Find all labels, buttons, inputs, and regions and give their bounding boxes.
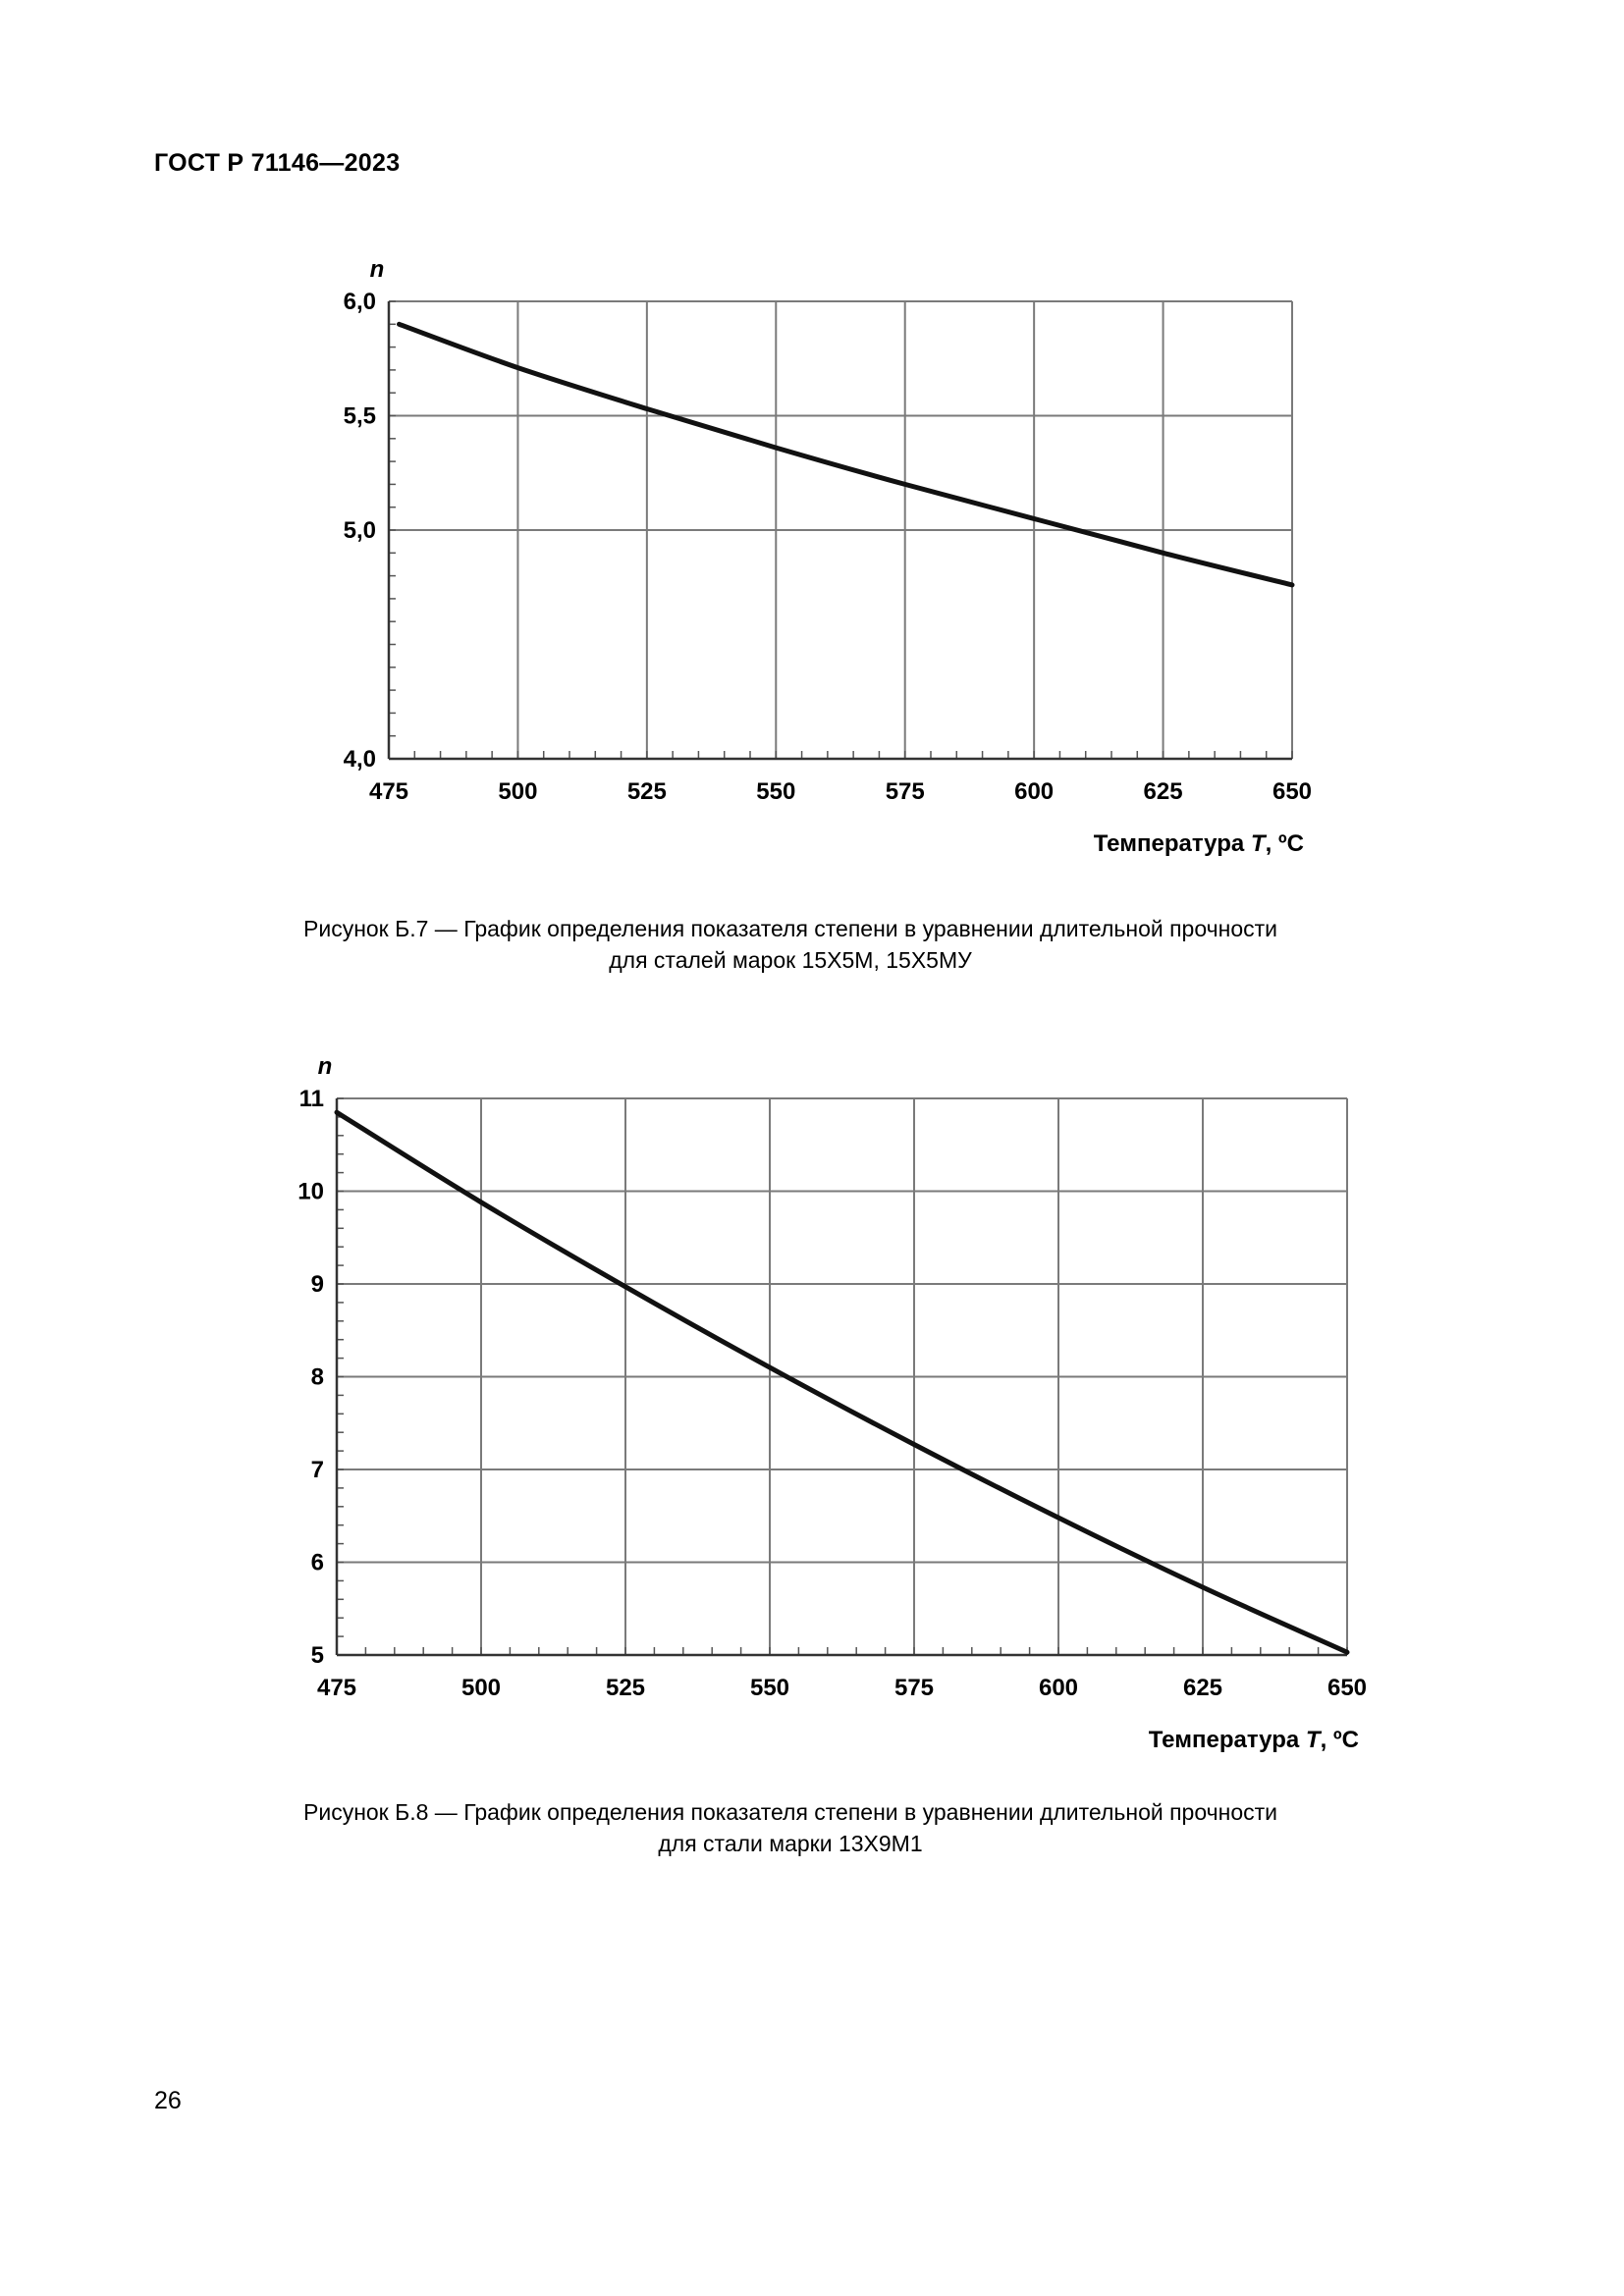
b8-x-tick-label-2: 525: [605, 1675, 646, 1701]
b8-y-tick-label-5: 10: [298, 1178, 324, 1205]
b8-x-tick-label-6: 625: [1182, 1675, 1223, 1701]
chart-b8: [0, 982, 1624, 1865]
b8-y-tick-label-1: 6: [310, 1549, 324, 1576]
caption-b8-line2: для стали марки 13Х9М1: [658, 1831, 923, 1856]
b7-x-tick-label-0: 475: [368, 778, 409, 805]
b7-y-axis-label: n: [369, 256, 385, 283]
b7-x-axis-label: Температура T, ºС: [1093, 830, 1304, 857]
figure-caption-b8: [236, 1796, 1345, 1859]
b7-x-tick-label-6: 625: [1143, 778, 1183, 805]
b7-series-line-0: [400, 324, 1293, 585]
document-code: ГОСТ Р 71146—2023: [154, 149, 401, 177]
b7-y-tick-label-2: 5,5: [343, 402, 376, 430]
b8-y-tick-label-2: 7: [310, 1457, 324, 1483]
b8-x-tick-label-3: 550: [749, 1675, 790, 1701]
b7-x-tick-label-2: 525: [626, 778, 667, 805]
b7-x-tick-label-5: 600: [1014, 778, 1055, 805]
b8-series-line-0: [337, 1112, 1347, 1652]
b7-y-tick-label-0: 4,0: [343, 746, 376, 773]
caption-b8-line1: Рисунок Б.8 — График определения показателя степени в уравнении длительной прочности: [303, 1799, 1277, 1825]
b8-y-tick-label-3: 8: [310, 1363, 324, 1391]
b8-y-axis-label: n: [317, 1053, 333, 1080]
b8-y-tick-label-0: 5: [310, 1642, 324, 1669]
b7-y-tick-label-3: 6,0: [343, 289, 376, 315]
b8-x-tick-label-5: 600: [1038, 1675, 1079, 1701]
b7-x-tick-label-1: 500: [498, 778, 538, 805]
figure-caption-b7: [236, 913, 1345, 976]
caption-b7-line2: для сталей марок 15Х5М, 15Х5МУ: [609, 947, 972, 973]
b7-x-tick-label-7: 650: [1272, 778, 1313, 805]
b8-y-tick-label-4: 9: [310, 1271, 324, 1298]
b8-x-tick-label-1: 500: [460, 1675, 502, 1701]
b7-y-tick-label-1: 5,0: [343, 517, 376, 544]
page-number: 26: [154, 2087, 182, 2114]
b8-y-tick-label-6: 11: [298, 1086, 324, 1112]
chart-b7: [0, 0, 1624, 883]
b7-x-tick-label-3: 550: [756, 778, 796, 805]
caption-b7-line1: Рисунок Б.7 — График определения показателя степени в уравнении длительной прочности: [303, 916, 1277, 941]
b8-x-tick-label-4: 575: [893, 1675, 935, 1701]
b8-x-tick-label-0: 475: [316, 1675, 357, 1701]
b7-x-tick-label-4: 575: [885, 778, 925, 805]
b8-x-tick-label-7: 650: [1326, 1675, 1368, 1701]
b8-x-axis-label: Температура T, ºС: [1148, 1727, 1359, 1753]
